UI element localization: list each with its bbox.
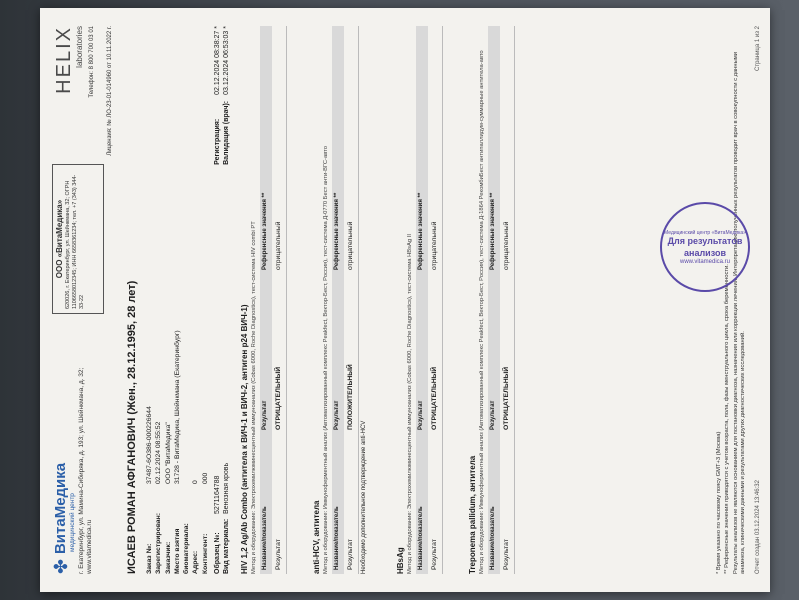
result-section	[312, 26, 369, 574]
table-row	[344, 26, 359, 574]
table-cell: ПОЛОЖИТЕЛЬНЫЙ	[346, 364, 354, 430]
logo-name: ВитаМедика	[52, 462, 69, 555]
table-header-cell: Результат	[418, 400, 425, 430]
table-cell: отрицательный	[274, 221, 282, 270]
table-cell: отрицательный	[430, 221, 438, 270]
sample-row	[214, 26, 232, 574]
table-header-cell: Референсные значения **	[490, 192, 497, 270]
table-cell: отрицательный	[502, 221, 510, 270]
table-header-cell: Название/показатель	[262, 506, 269, 570]
field-value: 000	[201, 472, 209, 484]
table-cell: Результат	[346, 539, 354, 570]
helix-phone: Телефон: 8 800 700 03 01	[89, 26, 95, 98]
clover-icon: ✤	[51, 558, 72, 574]
helix-name: HELIX	[53, 26, 75, 94]
patient-fields	[146, 26, 210, 574]
clinic-address: г. Екатеринбург, ул. Мамина-Сибиряка, д. 193; ул. Шейнкмана, д. 32; www.vitamedica.ru	[78, 367, 94, 574]
material-value: Венозная кровь	[222, 462, 230, 514]
seal-inner-text: Для результатов анализов	[667, 236, 743, 258]
validation-value: 03.12.2024 06:53:03 *	[222, 26, 230, 95]
patient-field-row	[174, 26, 191, 574]
registration-label: Регистрация:	[214, 118, 222, 165]
document-footer	[715, 26, 748, 574]
footer-note-reference: ** Референсные значения приводятся с учетом возраста, пола, фазы менструального цикла, срока беременности.	[724, 264, 731, 574]
table-cell: отрицательный	[346, 221, 354, 270]
material-label: Вид материала:	[222, 518, 230, 574]
table-header	[416, 26, 428, 574]
helix-subtitle: laboratories	[75, 26, 84, 68]
seal-web: www.vitamedica.ru	[679, 258, 730, 265]
table-row	[428, 26, 443, 574]
table-cell: ОТРИЦАТЕЛЬНЫЙ	[502, 366, 510, 430]
sample-label: Образец №:	[214, 532, 222, 574]
table-cell: Результат	[274, 539, 282, 570]
table-cell: Результат	[430, 539, 438, 570]
table-header-cell: Название/показатель	[490, 506, 497, 570]
section-method: Метод и оборудование: Электрохемилюминесцентный иммуноанализ (Cobas 6000, Roche Diagnostics), тест-система HIV combi PT	[251, 221, 257, 574]
round-seal	[660, 202, 750, 292]
table-cell: ОТРИЦАТЕЛЬНЫЙ	[274, 366, 282, 430]
page-number: Страница 1 из 2	[754, 26, 761, 71]
field-value: 02.12.2024 08:55:52	[155, 421, 163, 484]
stamp-text: 620026, г. Екатеринбург, ул. Шейнкмана, 32; ОГРН 1106658012345; ИНН 6658361234; тел. +7 (343) 344-33-22	[65, 174, 85, 309]
patient-field-row	[146, 26, 154, 574]
section-title: HBsAg	[396, 547, 405, 574]
document-sheet	[40, 8, 770, 592]
table-header	[488, 26, 500, 574]
section-title: anti-HCV, антитела	[312, 500, 321, 574]
table-header-cell: Референсные значения **	[418, 192, 425, 270]
registration-value: 02.12.2024 08:38:27 *	[214, 26, 222, 95]
helix-logo	[52, 26, 97, 136]
sample-value: 5271164788	[214, 475, 222, 514]
table-header-cell: Референсные значения **	[262, 192, 269, 270]
field-label: Адрес:	[192, 550, 200, 574]
document-header	[52, 26, 112, 574]
table-header-cell: Название/показатель	[418, 506, 425, 570]
section-method: Метод и оборудование: Иммуноферментный анализ (Автоматизированный комплекс Peakfect, Вектор-Бест, Россия), тест-система Д-0770 Бест анти-ВГС-авто	[323, 146, 329, 574]
section-method: Метод и оборудование: Электрохемилюминесцентный иммуноанализ (Cobas 6000, Roche Diagnostics), тест-система HBsAg II	[407, 234, 413, 574]
table-row	[500, 26, 515, 574]
patient-field-row	[165, 26, 173, 574]
field-value: 0	[192, 480, 200, 484]
stamp-title: ООО «ВитаМедика»	[55, 199, 64, 279]
table-header-cell: Результат	[262, 400, 269, 430]
table-cell: Результат	[502, 539, 510, 570]
field-label: Место взятия биоматериала:	[174, 523, 190, 574]
table-header	[260, 26, 272, 574]
patient-block	[126, 26, 232, 574]
field-value: 37487-6O386-000226644	[145, 406, 153, 484]
company-stamp	[52, 164, 104, 314]
printed-timestamp: Отчет создан 03.12.2024 13:46:32	[754, 480, 761, 574]
table-row	[272, 26, 287, 574]
license-text: Лицензия: № ЛО-23-01-014960 от 10.11.2022 г.	[107, 26, 113, 156]
patient-field-row	[192, 26, 200, 574]
section-title: Treponema pallidum, антитела	[468, 455, 477, 574]
footer-note-time: * Время указано по часовому поясу GMT+3 (Москва)	[716, 431, 723, 574]
footer-disclaimer: Результаты анализов не являются основанием для постановки диагноза, назначения или коррекции лечения. Интерпретацию полученных результатов проводит врач в совокупности с данными анамнеза, клиническими данными и результатами других диагностических исследований.	[732, 52, 746, 574]
section-method: Метод и оборудование: Иммуноферментный анализ (Автоматизированный комплекс Peakfect, Вектор-Бест, Россия), тест-система Д-1864 РекомбиБест антипаллидум-суммарные антитела-авто	[479, 50, 485, 574]
seal-text: Медицинский центр «ВитаМедика»	[664, 230, 746, 236]
table-header	[332, 26, 344, 574]
document-page	[40, 8, 770, 592]
patient-field-row	[202, 26, 210, 574]
table-cell: ОТРИЦАТЕЛЬНЫЙ	[430, 366, 438, 430]
patient-field-row	[155, 26, 163, 574]
field-label: Контингент:	[201, 533, 209, 574]
table-header-cell: Результат	[490, 400, 497, 430]
validation-label: Валидация (врач):	[222, 100, 230, 165]
table-header-cell: Референсные значения **	[334, 192, 341, 270]
logo-subtitle: медицинский центр	[68, 493, 76, 552]
field-label: Заказчик:	[164, 541, 172, 574]
field-value: 31728 - ВитаМедика, Шейнкмана (Екатеринбург)	[174, 330, 182, 484]
result-section	[468, 26, 515, 574]
patient-name: ИСАЕВ РОМАН АФГАНОВИЧ (Жен., 28.12.1995, 28 лет)	[126, 280, 138, 574]
section-note: Необходимо дополнительное подтверждение anti-HCV	[361, 420, 368, 574]
section-title: HIV 1,2 Ag/Ab Combo (антитела к ВИЧ-1 и ВИЧ-2, антиген р24 ВИЧ-1)	[240, 304, 249, 574]
table-header-cell: Название/показатель	[334, 506, 341, 570]
result-section	[396, 26, 443, 574]
field-label: Зарегистрирован:	[155, 513, 163, 574]
result-section	[240, 26, 287, 574]
field-value: ООО "ВитаМедика"	[164, 422, 172, 484]
table-header-cell: Результат	[334, 400, 341, 430]
field-label: Заказ №:	[145, 543, 153, 574]
vitamedica-logo	[52, 414, 77, 574]
